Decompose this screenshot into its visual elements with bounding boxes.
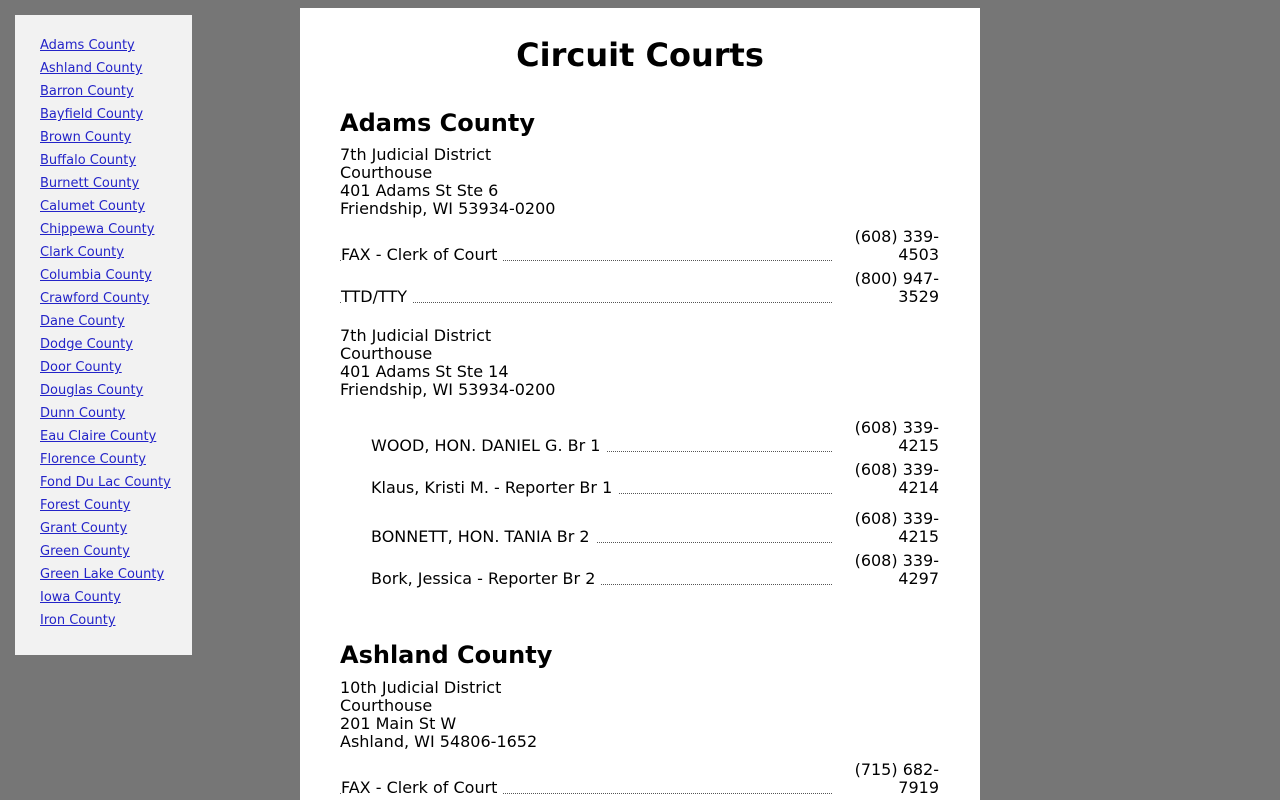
county-link-dunn[interactable]: Dunn County (40, 406, 126, 421)
county-link-buffalo[interactable]: Buffalo County (40, 153, 137, 168)
county-link-columbia[interactable]: Columbia County (40, 268, 152, 283)
county-link-dane[interactable]: Dane County (40, 314, 125, 329)
address-line: 201 Main St W (340, 714, 457, 733)
contact-label: BONNETT, HON. TANIA Br 2 (371, 528, 596, 546)
address-line: Ashland, WI 54806-1652 (340, 732, 538, 751)
office-address (340, 146, 940, 218)
county-link-calumet[interactable]: Calumet County (40, 199, 146, 214)
county-link-brown[interactable]: Brown County (40, 130, 132, 145)
address-line: 7th Judicial District (340, 145, 492, 164)
contact-label: FAX - Clerk of Court (341, 246, 503, 264)
county-nav-sidebar (15, 15, 192, 655)
contact-phone: (608) 339- 4297 (854, 551, 939, 588)
county-link-ashland[interactable]: Ashland County (40, 61, 143, 76)
county-link-douglas[interactable]: Douglas County (40, 383, 144, 398)
contact-entry (340, 455, 940, 497)
contact-entry (340, 264, 940, 306)
address-line: Friendship, WI 53934-0200 (340, 199, 556, 218)
contact-phone: (715) 682- 7919 (854, 760, 939, 797)
county-link-dodge[interactable]: Dodge County (40, 337, 133, 352)
address-line: Friendship, WI 53934-0200 (340, 380, 556, 399)
address-line: Courthouse (340, 163, 433, 182)
county-link-green-lake[interactable]: Green Lake County (40, 567, 165, 582)
contact-entry (340, 504, 940, 546)
address-line: 401 Adams St Ste 14 (340, 362, 509, 381)
office-address (340, 327, 940, 399)
county-section-ashland (340, 640, 940, 797)
contact-label: Bork, Jessica - Reporter Br 2 (371, 570, 601, 588)
contact-label: TTD/TTY (341, 288, 413, 306)
county-link-bayfield[interactable]: Bayfield County (40, 107, 144, 122)
main-content (300, 8, 980, 800)
contact-entry (340, 413, 940, 455)
county-link-burnett[interactable]: Burnett County (40, 176, 140, 191)
contact-label: FAX - Clerk of Court (341, 779, 503, 797)
county-link-eau-claire[interactable]: Eau Claire County (40, 429, 157, 444)
county-link-adams[interactable]: Adams County (40, 38, 135, 53)
contact-label: WOOD, HON. DANIEL G. Br 1 (371, 437, 606, 455)
county-link-barron[interactable]: Barron County (40, 84, 134, 99)
county-link-fond-du-lac[interactable]: Fond Du Lac County (40, 475, 171, 490)
contact-phone: (608) 339- 4214 (854, 460, 939, 497)
contact-phone: (800) 947- 3529 (854, 269, 939, 306)
address-line: Courthouse (340, 344, 433, 363)
county-link-grant[interactable]: Grant County (40, 521, 128, 536)
dotted-leader (340, 302, 832, 303)
county-link-iron[interactable]: Iron County (40, 613, 116, 628)
county-link-clark[interactable]: Clark County (40, 245, 124, 260)
address-line: 401 Adams St Ste 6 (340, 181, 499, 200)
contact-phone: (608) 339- 4215 (854, 509, 939, 546)
county-link-forest[interactable]: Forest County (40, 498, 131, 513)
county-link-door[interactable]: Door County (40, 360, 122, 375)
address-line: 7th Judicial District (340, 326, 492, 345)
county-link-green[interactable]: Green County (40, 544, 130, 559)
county-link-crawford[interactable]: Crawford County (40, 291, 150, 306)
county-link-iowa[interactable]: Iowa County (40, 590, 121, 605)
contact-label: Klaus, Kristi M. - Reporter Br 1 (371, 479, 618, 497)
page-title: Circuit Courts (516, 36, 764, 74)
contact-entry (340, 546, 940, 588)
contact-entry (340, 755, 940, 797)
county-link-florence[interactable]: Florence County (40, 452, 146, 467)
address-line: Courthouse (340, 696, 433, 715)
contact-phone: (608) 339- 4215 (854, 418, 939, 455)
contact-entry (340, 222, 940, 264)
county-heading: Ashland County (340, 641, 553, 669)
county-heading: Adams County (340, 109, 535, 137)
contact-phone: (608) 339- 4503 (854, 227, 939, 264)
address-line: 10th Judicial District (340, 678, 502, 697)
office-address (340, 679, 940, 751)
county-section-adams (340, 108, 940, 588)
county-link-chippewa[interactable]: Chippewa County (40, 222, 155, 237)
